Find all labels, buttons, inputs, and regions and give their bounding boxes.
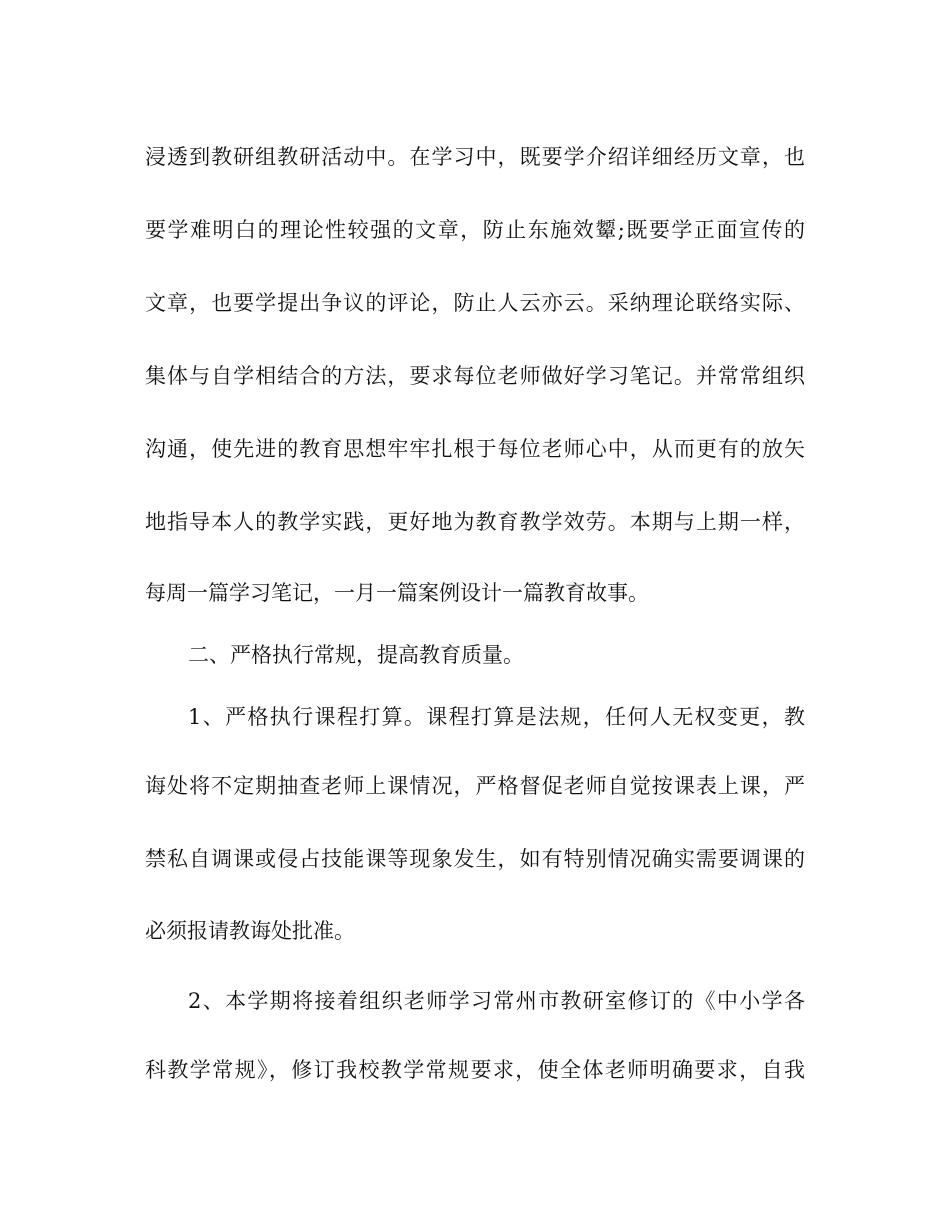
- paragraph-line: 要学难明白的理论性较强的文章，防止东施效颦;既要学正面宣传的: [145, 218, 805, 242]
- paragraph-line: 沟通，使先进的教育思想牢牢扎根于每位老师心中，从而更有的放矢: [145, 437, 805, 461]
- paragraph-line: 文章，也要学提出争议的评论，防止人云亦云。采纳理论联络实际、: [145, 291, 805, 315]
- paragraph-line: 2、本学期将接着组织老师学习常州市教研室修订的《中小学各: [188, 989, 805, 1013]
- paragraph-line: 集体与自学相结合的方法，要求每位老师做好学习笔记。并常常组织: [145, 364, 805, 388]
- paragraph-line: 诲处将不定期抽查老师上课情况，严格督促老师自觉按课表上课，严: [145, 774, 805, 798]
- paragraph-line: 禁私自调课或侵占技能课等现象发生，如有特别情况确实需要调课的: [145, 847, 805, 871]
- section-heading: 二、严格执行常规，提高教育质量。: [188, 643, 524, 667]
- paragraph-line: 科教学常规》，修订我校教学常规要求，使全体老师明确要求，自我: [145, 1058, 805, 1082]
- paragraph-line: 每周一篇学习笔记，一月一篇案例设计一篇教育故事。: [145, 581, 649, 605]
- paragraph-line: 必须报请教诲处批准。: [145, 919, 355, 943]
- paragraph-line: 浸透到教研组教研活动中。在学习中，既要学介绍详细经历文章，也: [145, 145, 805, 169]
- paragraph-line: 1、严格执行课程打算。课程打算是法规，任何人无权变更，教: [188, 705, 805, 729]
- paragraph-line: 地指导本人的教学实践，更好地为教育教学效劳。本期与上期一样，: [145, 510, 805, 534]
